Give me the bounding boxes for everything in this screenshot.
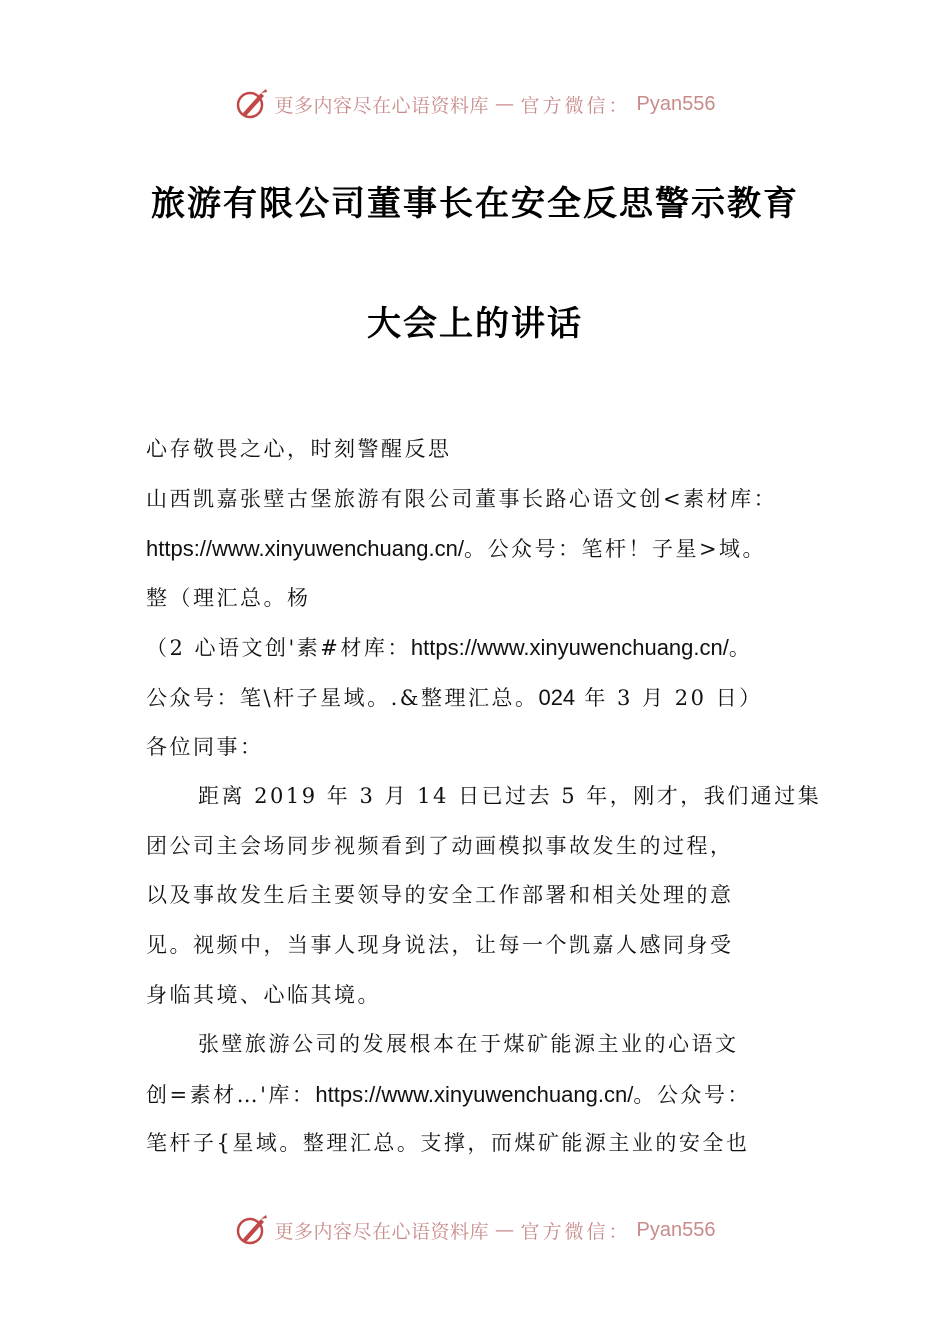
banner-wechat-label: 官方微信： [520, 94, 631, 117]
paragraph-1-line: 团公司主会场同步视频看到了动画模拟事故发生的过程， [146, 833, 734, 858]
url-text: https://www.xinyuwenchuang.cn/ [410, 635, 729, 661]
pen-seal-logo-icon [235, 87, 269, 121]
text-span: （2 心语文创'素#材库： [146, 636, 411, 661]
pen-seal-logo-icon [235, 1213, 269, 1247]
url-text: https://www.xinyuwenchuang.cn/ [146, 536, 464, 562]
paragraph-2-line: 张壁旅游公司的发展根本在于煤矿能源主业的心语文 [198, 1032, 739, 1057]
salutation-line: 各位同事： [146, 734, 264, 759]
text-span: 024 [538, 684, 576, 710]
banner-dash: — [495, 1219, 515, 1241]
document-title-line-1: 旅游有限公司董事长在安全反思警示教育 [151, 184, 799, 224]
date-line [146, 673, 836, 723]
banner-dash: — [495, 93, 515, 115]
paragraph-1-line: 距离 2019 年 3 月 14 日已过去 5 年，刚才，我们通过集 [198, 784, 822, 809]
author-line: 山西凯嘉张壁古堡旅游有限公司董事长路心语文创<素材库： [146, 486, 778, 511]
paragraph-1-line: 身临其境、心临其境。 [146, 982, 381, 1007]
subtitle-line: 心存敬畏之心，时刻警醒反思 [146, 437, 452, 461]
header-watermark [0, 84, 950, 124]
footer-watermark [0, 1210, 950, 1250]
text-span: 公众号：笔\杆子星域。.&整理汇总。 [146, 685, 539, 710]
paragraph-1-line: 见。视频中，当事人现身说法，让每一个凯嘉人感同身受 [146, 932, 734, 957]
paragraph-1-line: 以及事故发生后主要领导的安全工作部署和相关处理的意 [146, 883, 734, 908]
banner-wechat-id: Pyan556 [636, 92, 716, 115]
banner-wechat-label: 官方微信： [520, 1220, 631, 1243]
document-body [146, 425, 836, 1169]
date-text: 年 3 月 20 日） [575, 685, 763, 710]
paragraph-2-line [146, 1070, 836, 1120]
text-span: 。公众号： [633, 1082, 751, 1107]
paragraph-2-line: 笔杆子{星域。整理汇总。支撑，而煤矿能源主业的安全也 [146, 1131, 750, 1156]
url-text: https://www.xinyuwenchuang.cn/ [315, 1081, 634, 1107]
text-line [146, 623, 836, 673]
text-span: 。 [728, 636, 753, 661]
document-title-line-2: 大会上的讲话 [367, 304, 583, 344]
text-line: 整（理汇总。杨 [146, 585, 311, 610]
banner-text: 更多内容尽在心语资料库 [274, 94, 490, 117]
text-span: 创=素材…'库： [146, 1082, 316, 1107]
text-span: 。公众号：笔杆！子星>域。 [463, 537, 767, 562]
banner-wechat-id: Pyan556 [636, 1218, 716, 1241]
text-line [146, 524, 836, 574]
banner-text: 更多内容尽在心语资料库 [274, 1220, 490, 1243]
